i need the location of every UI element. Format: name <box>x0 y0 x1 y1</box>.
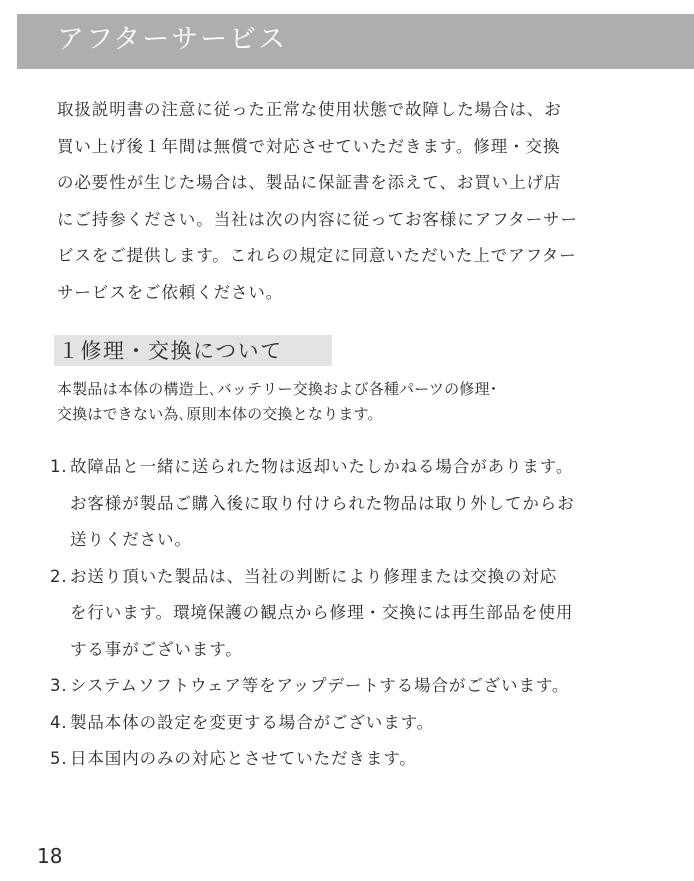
list-item-number: 3. <box>50 676 68 695</box>
list-item <box>50 705 650 742</box>
list-item <box>50 668 650 705</box>
list-item-number: 2. <box>50 566 68 586</box>
intro-paragraph: 取扱説明書の注意に従った正常な使用状態で故障した場合は、お 買い上げ後１年間は無償で対応させていただきます。修理・交換 の必要性が生じた場合は、製品に保証書を添えて、お買い上げ店 にご持参ください。当社は次の内容に従ってお客様にアフターサー ビスをご提供します。これらの規定に同意いただいた上でアフター サービスをご依頼ください。 <box>57 100 578 302</box>
page-title: アフターサービス <box>57 24 288 55</box>
list-item <box>50 741 650 778</box>
list-item-number: 5. <box>50 749 68 768</box>
title-bar <box>17 14 694 69</box>
section-heading-bar <box>54 335 332 366</box>
terms-list <box>50 449 650 778</box>
list-item-number: 4. <box>50 712 68 732</box>
section-notice: 本製品は本体の構造上､バッテリー交換および各種パーツの修理･ 交換はできない為､原則本体の交換となります。 <box>57 380 498 423</box>
list-item-text: システムソフトウェア等をアップデートする場合がございます。 <box>70 676 570 695</box>
list-item-number: 1. <box>50 457 68 476</box>
list-item-text: 故障品と一緒に送られた物は返却いたしかねる場合があります。 お客様が製品ご購入後に取り付けられた物品は取り外してからお 送りください。 <box>70 457 575 549</box>
list-item <box>50 559 650 669</box>
section-heading: １修理・交換について <box>58 339 283 363</box>
list-item-text: お送り頂いた製品は、当社の判断により修理または交換の対応 を行います。環境保護の観点から修理・交換には再生部品を使用 する事がございます。 <box>70 566 574 659</box>
list-item-text: 日本国内のみの対応とさせていただきます。 <box>70 749 417 768</box>
page-number: 18 <box>37 844 63 868</box>
list-item <box>50 449 650 559</box>
list-item-text: 製品本体の設定を変更する場合がございます。 <box>70 712 435 732</box>
